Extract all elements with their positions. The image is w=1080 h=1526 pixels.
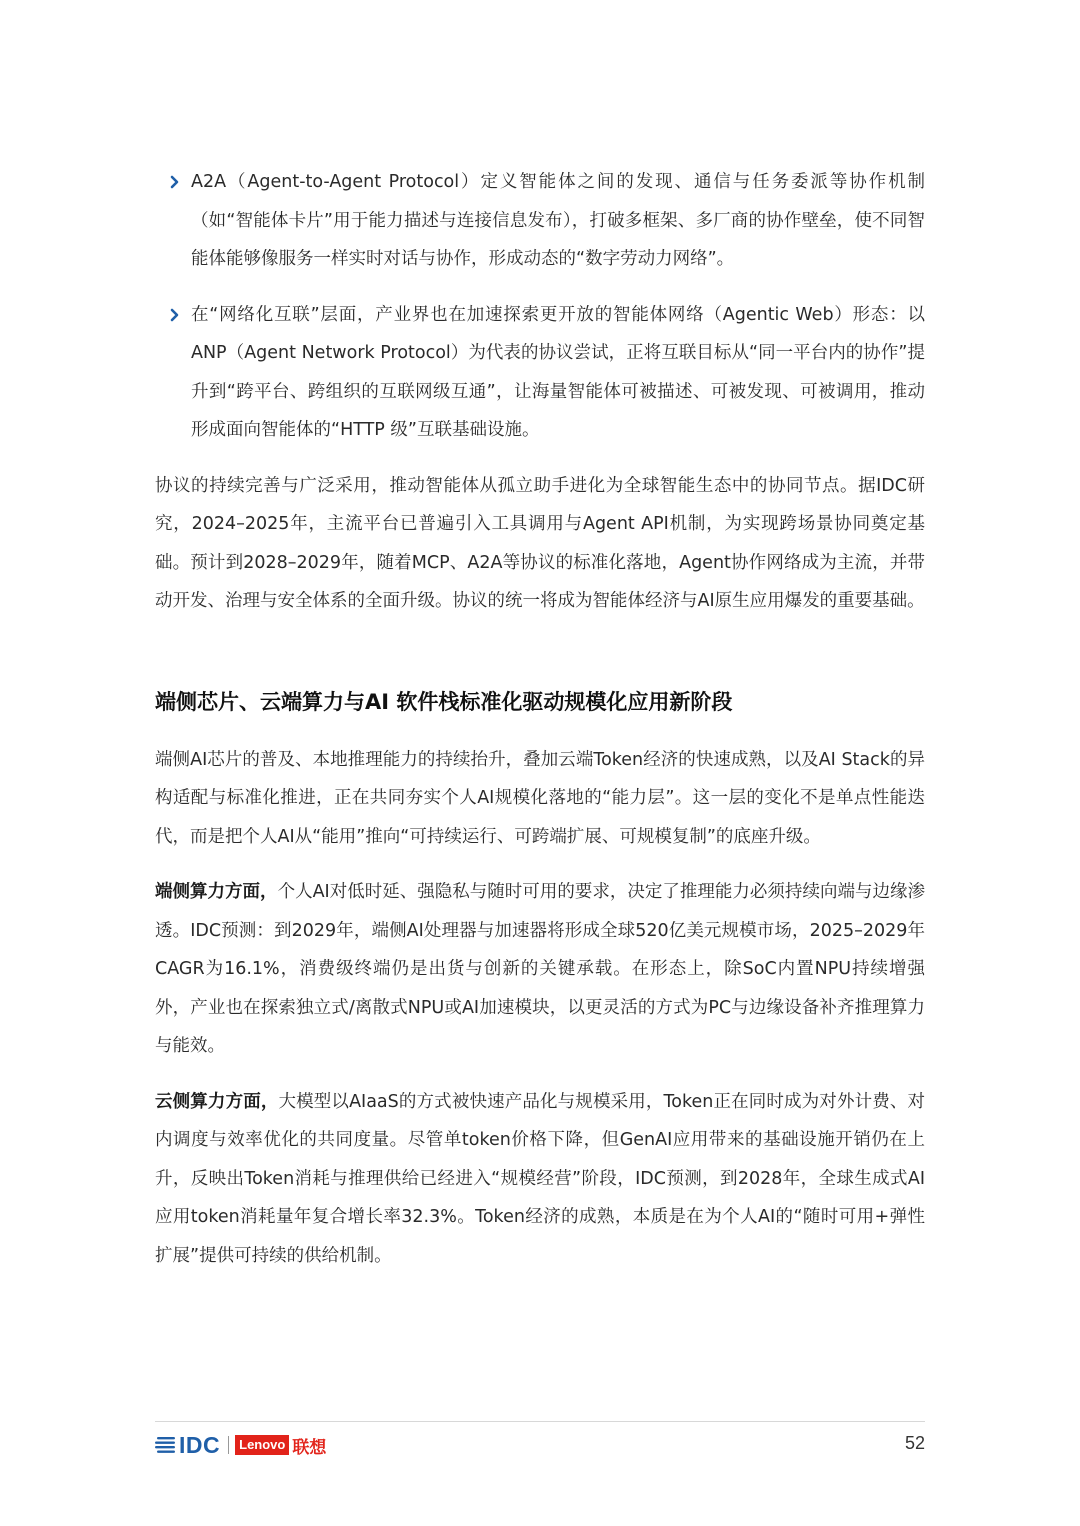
page-content — [155, 163, 925, 1292]
paragraph-device-compute — [155, 873, 925, 1066]
lenovo-cn-logo: 联想 — [292, 1437, 327, 1458]
paragraph-protocol: 协议的持续完善与广泛采用，推动智能体从孤立助手进化为全球智能生态中的协同节点。据IDC研究，2024–2025年，主流平台已普遍引入工具调用与Agent API机制，为实现跨场景协同奠定基础。预计到2028–2029年，随着MCP、A2A等协议的标准化落地，Agent协作网络成为主流，并带动开发、治理与安全体系的全面升级。协议的统一将成为智能体经济与AI原生应用爆发的重要基础。 — [155, 475, 925, 611]
footer-logos — [155, 1432, 326, 1458]
chevron-right-icon — [168, 308, 182, 322]
paragraph-cloud-compute — [155, 1083, 925, 1276]
bullet-item-a2a — [155, 163, 925, 279]
paragraph-lead: 云侧算力方面， — [155, 1091, 279, 1112]
logo-separator — [228, 1436, 229, 1454]
section-heading: 端侧芯片、云端算力与AI 软件栈标准化驱动规模化应用新阶段 — [155, 689, 733, 714]
paragraph-body: 个人AI对低时延、强隐私与随时可用的要求，决定了推理能力必须持续向端与边缘渗透。IDC预测：到2029年，端侧AI处理器与加速器将形成全球520亿美元规模市场，2025–2029年CAGR为16.1%，消费级终端仍是出货与创新的关键承载。在形态上，除SoC内置NPU持续增强外，产业也在探索独立式/离散式NPU或AI加速模块，以更灵活的方式为PC与边缘设备补齐推理算力与能效。 — [155, 882, 925, 1056]
page-number: 52 — [904, 1433, 925, 1453]
lenovo-logo: Lenovo — [235, 1435, 289, 1455]
paragraph-lead: 端侧算力方面， — [155, 882, 278, 902]
bullet-item-anp — [155, 296, 925, 450]
chevron-right-icon — [168, 175, 182, 189]
idc-logo — [155, 1432, 220, 1458]
paragraph-body: 大模型以AIaaS的方式被快速产品化与规模采用，Token正在同时成为对外计费、对内调度与效率优化的共同度量。尽管单token价格下降，但GenAI应用带来的基础设施开销仍在上升，反映出Token消耗与推理供给已经进入“规模经营”阶段，IDC预测，到2028年，全球生成式AI应用token消耗量年复合增长率32.3%。Token经济的成熟，本质是在为个人AI的“随时可用+弹性扩展”提供可持续的供给机制。 — [155, 1091, 926, 1266]
bullet-text: 在“网络化互联”层面，产业界也在加速探索更开放的智能体网络（Agentic Web）形态：以ANP（Agent Network Protocol）为代表的协议尝试，正将互联目标从“同一平台内的协作”提升到“跨平台、跨组织的互联网级互通”，让海量智能体可被描述、可被发现、可被调用，推动形成面向智能体的“HTTP 级”互联基础设施。 — [191, 304, 925, 440]
paragraph-intro: 端侧AI芯片的普及、本地推理能力的持续抬升，叠加云端Token经济的快速成熟，以及AI Stack的异构适配与标准化推进，正在共同夯实个人AI规模化落地的“能力层”。这一层的变化不是单点性能迭代，而是把个人AI从“能用”推向“可持续运行、可跨端扩展、可规模复制”的底座升级。 — [155, 749, 925, 847]
footer-divider — [155, 1421, 925, 1422]
idc-stripes-icon — [155, 1435, 177, 1455]
idc-logo-text: IDC — [179, 1431, 221, 1458]
bullet-text: A2A（Agent-to-Agent Protocol）定义智能体之间的发现、通信与任务委派等协作机制（如“智能体卡片”用于能力描述与连接信息发布），打破多框架、多厂商的协作壁垒，使不同智能体能够像服务一样实时对话与协作，形成动态的“数字劳动力网络”。 — [191, 172, 925, 269]
